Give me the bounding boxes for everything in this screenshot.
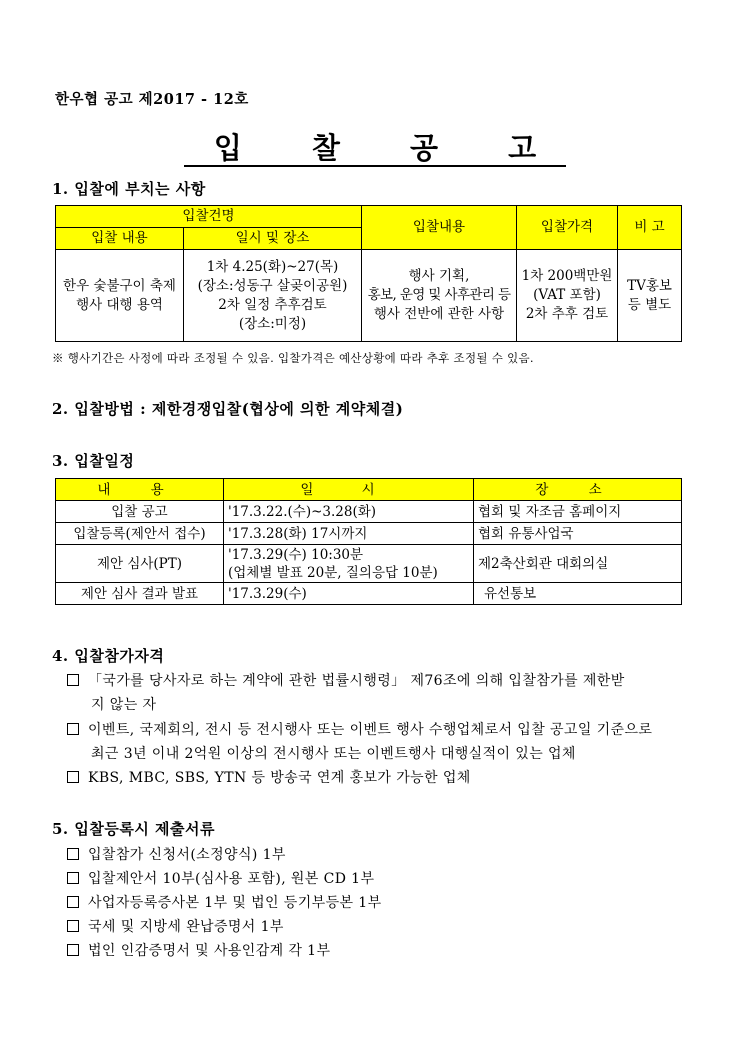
cell-note bbox=[618, 250, 682, 342]
checkbox-square-icon bbox=[67, 944, 79, 956]
header-bid-content: 입찰내용 bbox=[362, 206, 517, 250]
datetime-line: 1차 4.25(화)~27(목) bbox=[206, 258, 339, 275]
qualification-text: 이벤트, 국제회의, 전시 등 전시행사 또는 이벤트 행사 수행업체로서 입찰 공고일 기준으로 bbox=[88, 722, 653, 738]
bid-content-line: 홍보, 운영 및 사후관리 등 bbox=[367, 287, 511, 303]
document-title-text: 입 찰 공 고 bbox=[184, 131, 566, 167]
price-line: 1차 200백만원 bbox=[521, 268, 613, 284]
qualification-continuation: 지 않는 자 bbox=[91, 697, 157, 713]
document-text: 입찰제안서 10부(심사용 포함), 원본 CD 1부 bbox=[88, 871, 375, 887]
qualification-item bbox=[67, 767, 471, 787]
price-line: 2차 추후 검토 bbox=[525, 306, 609, 322]
document-text: 법인 인감증명서 및 사용인감계 각 1부 bbox=[88, 943, 331, 959]
document-text: 사업자등록증사본 1부 및 법인 등기부등본 1부 bbox=[88, 895, 382, 911]
header-bid-title-group: 입찰건명 bbox=[56, 206, 362, 228]
datetime-line: (장소:성동구 살곶이공원) bbox=[197, 277, 348, 294]
document-item bbox=[67, 940, 330, 960]
section-5-heading: 5. 입찰등록시 제출서류 bbox=[52, 820, 216, 838]
bid-items-table bbox=[55, 205, 682, 342]
datetime-line: 2차 일정 추후검토 bbox=[218, 296, 327, 313]
checkbox-square-icon bbox=[67, 723, 79, 735]
bid-name-line: 행사 대행 용역 bbox=[76, 296, 163, 313]
header-content: 입찰 내용 bbox=[56, 228, 184, 250]
qualification-text: 「국가를 당사자로 하는 계약에 관한 법률시행령」 제76조에 의해 입찰참가를 제한받 bbox=[88, 673, 625, 689]
schedule-datetime-line: '17.3.29(수) 10:30분 bbox=[228, 546, 364, 563]
bid-name-line: 한우 숯불구이 축제 bbox=[63, 277, 176, 294]
schedule-place: 제2축산회관 대회의실 bbox=[474, 545, 682, 583]
schedule-datetime-line: (업체별 발표 20분, 질의응답 10분) bbox=[228, 564, 438, 581]
note-line: TV홍보 bbox=[627, 277, 672, 294]
schedule-header-datetime: 일 시 bbox=[224, 479, 474, 501]
document-title bbox=[0, 126, 750, 167]
section-2-heading: 2. 입찰방법 : 제한경쟁입찰(협상에 의한 계약체결) bbox=[52, 400, 404, 418]
section-4-heading: 4. 입찰참가자격 bbox=[52, 647, 165, 665]
document-item bbox=[67, 868, 374, 888]
schedule-header-content: 내 용 bbox=[56, 479, 224, 501]
notice-number: 한우협 공고 제2017 - 12호 bbox=[55, 91, 249, 108]
schedule-place: 유선통보 bbox=[474, 583, 682, 605]
checkbox-square-icon bbox=[67, 920, 79, 932]
cell-bid-price bbox=[517, 250, 618, 342]
document-item bbox=[67, 892, 382, 912]
datetime-line: (장소:미정) bbox=[238, 315, 307, 332]
schedule-content: 입찰 공고 bbox=[56, 501, 224, 523]
cell-bid-name bbox=[56, 250, 184, 342]
schedule-content: 제안 심사(PT) bbox=[56, 545, 224, 583]
schedule-datetime: '17.3.22.(수)~3.28(화) bbox=[224, 501, 474, 523]
checkbox-square-icon bbox=[67, 848, 79, 860]
qualification-item bbox=[67, 670, 625, 690]
header-datetime-place: 일시 및 장소 bbox=[184, 228, 362, 250]
cell-datetime-place bbox=[184, 250, 362, 342]
qualification-item bbox=[67, 719, 652, 739]
qualification-text: KBS, MBC, SBS, YTN 등 방송국 연계 홍보가 가능한 업체 bbox=[88, 770, 471, 786]
note-line: 등 별도 bbox=[627, 296, 672, 313]
header-bid-price: 입찰가격 bbox=[517, 206, 618, 250]
document-item bbox=[67, 916, 284, 936]
bid-content-line: 행사 기획, bbox=[408, 268, 470, 284]
checkbox-square-icon bbox=[67, 674, 79, 686]
schedule-content: 제안 심사 결과 발표 bbox=[56, 583, 224, 605]
price-line: (VAT 포함) bbox=[533, 287, 601, 303]
section-1-footnote: ※ 행사기간은 사정에 따라 조정될 수 있음. 입찰가격은 예산상황에 따라 추후 조정될 수 있음. bbox=[52, 351, 534, 365]
checkbox-square-icon bbox=[67, 896, 79, 908]
schedule-header-place: 장 소 bbox=[474, 479, 682, 501]
schedule-row bbox=[56, 523, 682, 545]
qualification-continuation: 최근 3년 이내 2억원 이상의 전시행사 또는 이벤트행사 대행실적이 있는 업체 bbox=[91, 746, 576, 762]
schedule-content: 입찰등록(제안서 접수) bbox=[56, 523, 224, 545]
schedule-place: 협회 유통사업국 bbox=[474, 523, 682, 545]
section-3-heading: 3. 입찰일정 bbox=[52, 452, 135, 470]
schedule-datetime bbox=[224, 545, 474, 583]
checkbox-square-icon bbox=[67, 872, 79, 884]
document-text: 국세 및 지방세 완납증명서 1부 bbox=[88, 919, 284, 935]
bid-content-line: 행사 전반에 관한 사항 bbox=[373, 306, 505, 322]
schedule-row bbox=[56, 545, 682, 583]
cell-bid-content bbox=[362, 250, 517, 342]
header-note: 비 고 bbox=[618, 206, 682, 250]
schedule-place: 협회 및 자조금 홈페이지 bbox=[474, 501, 682, 523]
document-text: 입찰참가 신청서(소정양식) 1부 bbox=[88, 847, 286, 863]
document-item bbox=[67, 844, 286, 864]
schedule-row bbox=[56, 583, 682, 605]
schedule-row bbox=[56, 501, 682, 523]
section-1-heading: 1. 입찰에 부치는 사항 bbox=[52, 180, 206, 198]
schedule-datetime: '17.3.28(화) 17시까지 bbox=[224, 523, 474, 545]
bid-schedule-table bbox=[55, 478, 682, 605]
checkbox-square-icon bbox=[67, 771, 79, 783]
schedule-datetime: '17.3.29(수) bbox=[224, 583, 474, 605]
